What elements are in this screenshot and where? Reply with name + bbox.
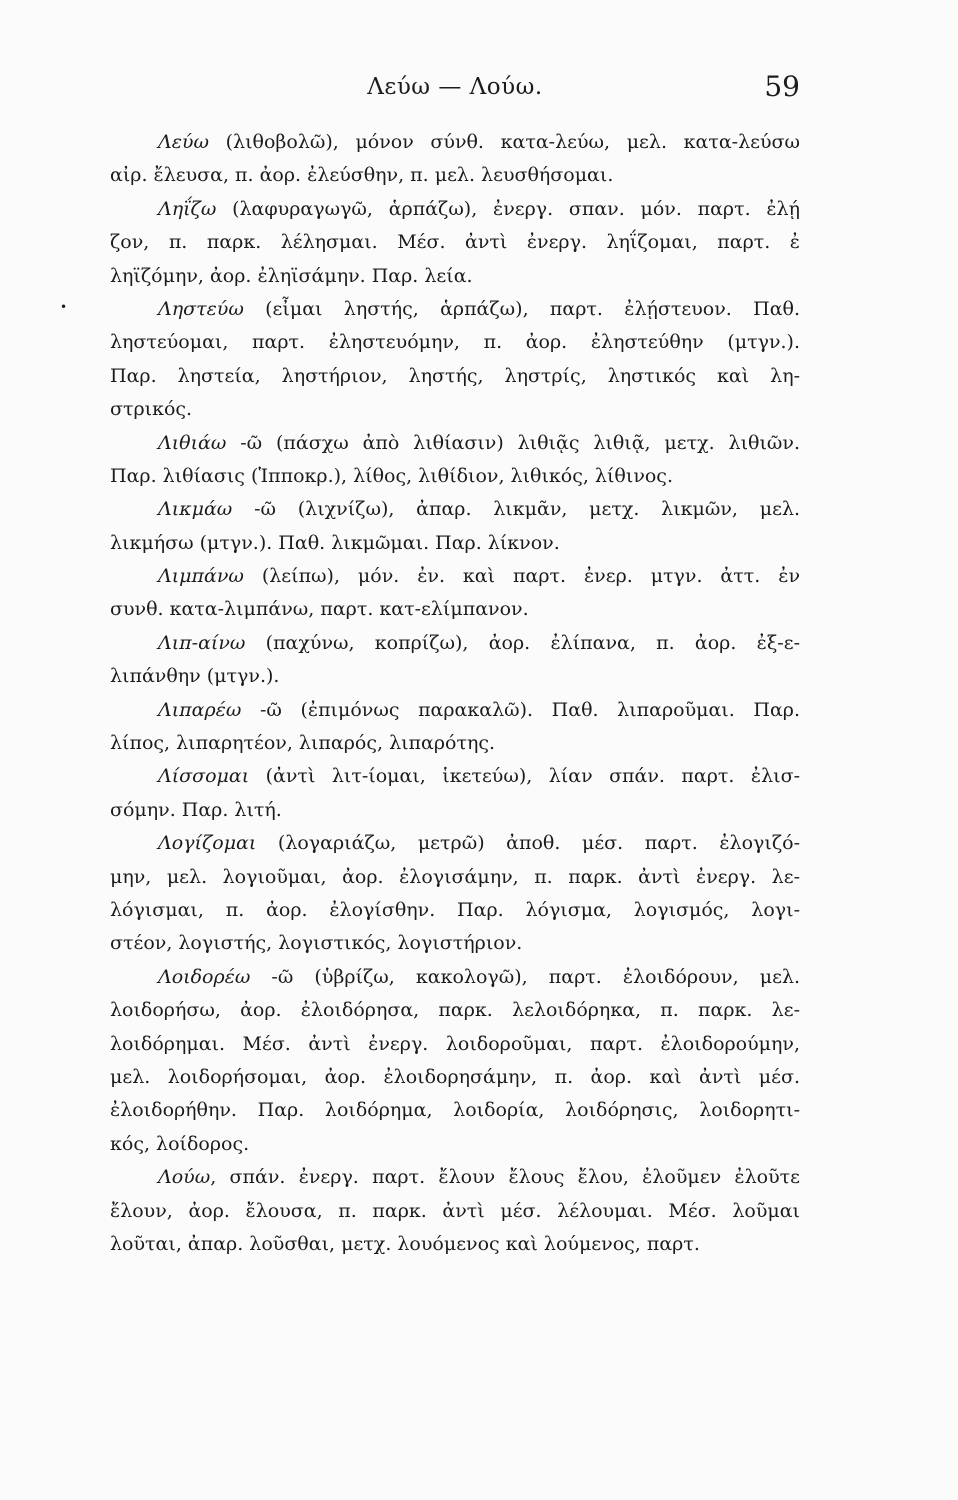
entry-text: (ἀντὶ λιτ-ίομαι, ἱκετεύω), λίαν σπάν. παρτ. ἐλισ-	[249, 765, 800, 788]
text-line	[110, 1228, 800, 1261]
text-line	[110, 727, 800, 760]
headword: Λογίζομαι	[158, 832, 257, 855]
text-line	[110, 694, 800, 727]
text-line	[110, 927, 800, 960]
text-line	[110, 627, 800, 660]
entry-text: (λιθοβολῶ), μόνον σύνθ. κατα-λεύω, μελ. κατα-λεύσω	[208, 131, 800, 153]
entry-text: -ῶ (λιχνίζω), ἀπαρ. λικμᾶν, μετχ. λικμῶν, μελ.	[232, 498, 800, 521]
entry-text: λικμήσω (μτγν.). Παθ. λικμῶμαι. Παρ. λίκνον.	[110, 531, 560, 554]
text-line	[110, 126, 800, 159]
text-line	[110, 961, 800, 994]
entry-text: (λογαριάζω, μετρῶ) ἀποθ. μέσ. παρτ. ἐλογιζό-	[256, 832, 800, 855]
text-line	[110, 226, 800, 259]
text-line	[110, 1028, 800, 1061]
entry-text: Παρ. λιθίασις (Ἱπποκρ.), λίθος, λιθίδιον, λιθικός, λίθινος.	[110, 464, 673, 487]
entry-text: λοιδόρημαι. Μέσ. ἀντὶ ἐνεργ. λοιδοροῦμαι, παρτ. ἐλοιδορούμην,	[110, 1032, 800, 1055]
entry-text: αἰρ. ἔλευσα, π. ἀορ. ἐλεύσθην, π. μελ. λευσθήσομαι.	[110, 164, 614, 187]
text-line	[110, 159, 800, 192]
text-line	[110, 493, 800, 526]
headword: Λιμπάνω	[158, 565, 244, 588]
entry-text: συνθ. κατα-λιμπάνω, παρτ. κατ-ελίμπανον.	[110, 598, 529, 621]
entry-text: ζον, π. παρκ. λέλησμαι. Μέσ. ἀντὶ ἐνεργ. ληΐζομαι, παρτ. ἐ	[110, 231, 800, 254]
entry-text: -ῶ (ὑβρίζω, κακολογῶ), παρτ. ἐλοιδόρουν, μελ.	[250, 965, 800, 988]
page-header	[110, 70, 800, 114]
headword: Λικμάω	[158, 498, 233, 521]
entry-text: , σπάν. ἐνεργ. παρτ. ἔλουν ἔλους ἔλου, ἐλοῦμεν ἐλοῦτε	[210, 1166, 800, 1189]
entry-text: λιπάνθην (μτγν.).	[110, 665, 280, 688]
entry-text: ἔλουν, ἀορ. ἔλουσα, π. παρκ. ἀντὶ μέσ. λέλουμαι. Μέσ. λοῦμαι	[110, 1199, 800, 1222]
headword: Λιπαρέω	[158, 698, 242, 721]
text-line	[110, 293, 800, 326]
text-line	[110, 1128, 800, 1161]
text-line	[110, 1161, 800, 1194]
text-line	[110, 427, 800, 460]
entry-text: (λαφυραγωγῶ, ἁρπάζω), ἐνεργ. σπαν. μόν. παρτ. ἐλῄ	[216, 197, 800, 220]
headword: Λεύω	[158, 131, 209, 153]
entry-text: κός, λοίδορος.	[110, 1132, 250, 1155]
page-number: 59	[764, 70, 800, 103]
entry-text: (εἶμαι ληστής, ἁρπάζω), παρτ. ἐλῄστευον. Παθ.	[243, 297, 800, 320]
headword: Ληστεύω	[158, 297, 244, 320]
entry-text: μελ. λοιδορήσομαι, ἀορ. ἐλοιδορησάμην, π. ἀορ. καὶ ἀντὶ μέσ.	[110, 1065, 800, 1088]
text-line	[110, 593, 800, 626]
entry-text: Παρ. ληστεία, ληστήριον, ληστής, ληστρίς, ληστικός καὶ λη-	[110, 364, 800, 387]
text-line	[110, 193, 800, 226]
text-line	[110, 326, 800, 359]
entry-text: σόμην. Παρ. λιτή.	[110, 798, 282, 821]
text-line	[110, 1195, 800, 1228]
entry-text: λοῦται, ἀπαρ. λοῦσθαι, μετχ. λουόμενος καὶ λούμενος, παρτ.	[110, 1232, 700, 1255]
headword: Λούω	[158, 1166, 211, 1189]
entry-text: λοιδορήσω, ἀορ. ἐλοιδόρησα, παρκ. λελοιδόρηκα, π. παρκ. λε-	[110, 999, 800, 1022]
text-line	[110, 260, 800, 293]
headword: Λοιδορέω	[158, 965, 251, 988]
entry-text: μην, μελ. λογιοῦμαι, ἀορ. ἐλογισάμην, π. παρκ. ἀντὶ ἐνεργ. λε-	[110, 865, 800, 888]
text-line	[110, 994, 800, 1027]
entry-text: λόγισμαι, π. ἀορ. ἐλογίσθην. Παρ. λόγισμα, λογισμός, λογι-	[110, 898, 800, 921]
text-line	[110, 794, 800, 827]
text-line	[110, 894, 800, 927]
entry-text: ληϊζόμην, ἀορ. ἐληϊσάμην. Παρ. λεία.	[110, 264, 473, 287]
text-line	[110, 560, 800, 593]
text-line	[110, 527, 800, 560]
entry-text: στρικός.	[110, 398, 193, 421]
text-line	[110, 660, 800, 693]
headword: Λιπ-αίνω	[158, 631, 246, 654]
headword: Λιθιάω	[158, 431, 227, 454]
entry-text: (λείπω), μόν. ἐν. καὶ παρτ. ἐνερ. μτγν. ἀττ. ἐν	[243, 565, 800, 588]
headword: Ληΐζω	[158, 197, 217, 220]
running-head: Λεύω — Λούω.	[367, 74, 543, 100]
text-line	[110, 360, 800, 393]
text-line	[110, 760, 800, 793]
entry-text: λίπος, λιπαρητέον, λιπαρός, λιπαρότης.	[110, 732, 496, 755]
text-line	[110, 1094, 800, 1127]
dictionary-body	[110, 126, 800, 1261]
entry-text: (παχύνω, κοπρίζω), ἀορ. ἐλίπανα, π. ἀορ. ἐξ-ε-	[245, 631, 800, 654]
entry-text: στέον, λογιστής, λογιστικός, λογιστήριον.	[110, 932, 523, 955]
entry-text: ληστεύομαι, παρτ. ἐληστευόμην, π. ἀορ. ἐληστεύθην (μτγν.).	[110, 331, 800, 354]
text-line	[110, 393, 800, 426]
margin-mark: •	[60, 300, 68, 314]
entry-text: -ῶ (ἐπιμόνως παρακαλῶ). Παθ. λιπαροῦμαι. Παρ.	[241, 698, 800, 721]
text-line	[110, 861, 800, 894]
text-line	[110, 460, 800, 493]
entry-text: ἐλοιδορήθην. Παρ. λοιδόρημα, λοιδορία, λοιδόρησις, λοιδορητι-	[110, 1099, 800, 1122]
text-line	[110, 1061, 800, 1094]
headword: Λίσσομαι	[158, 765, 250, 788]
text-line	[110, 827, 800, 860]
entry-text: -ῶ (πάσχω ἀπὸ λιθίασιν) λιθιᾷς λιθιᾷ, μετχ. λιθιῶν.	[226, 431, 800, 454]
